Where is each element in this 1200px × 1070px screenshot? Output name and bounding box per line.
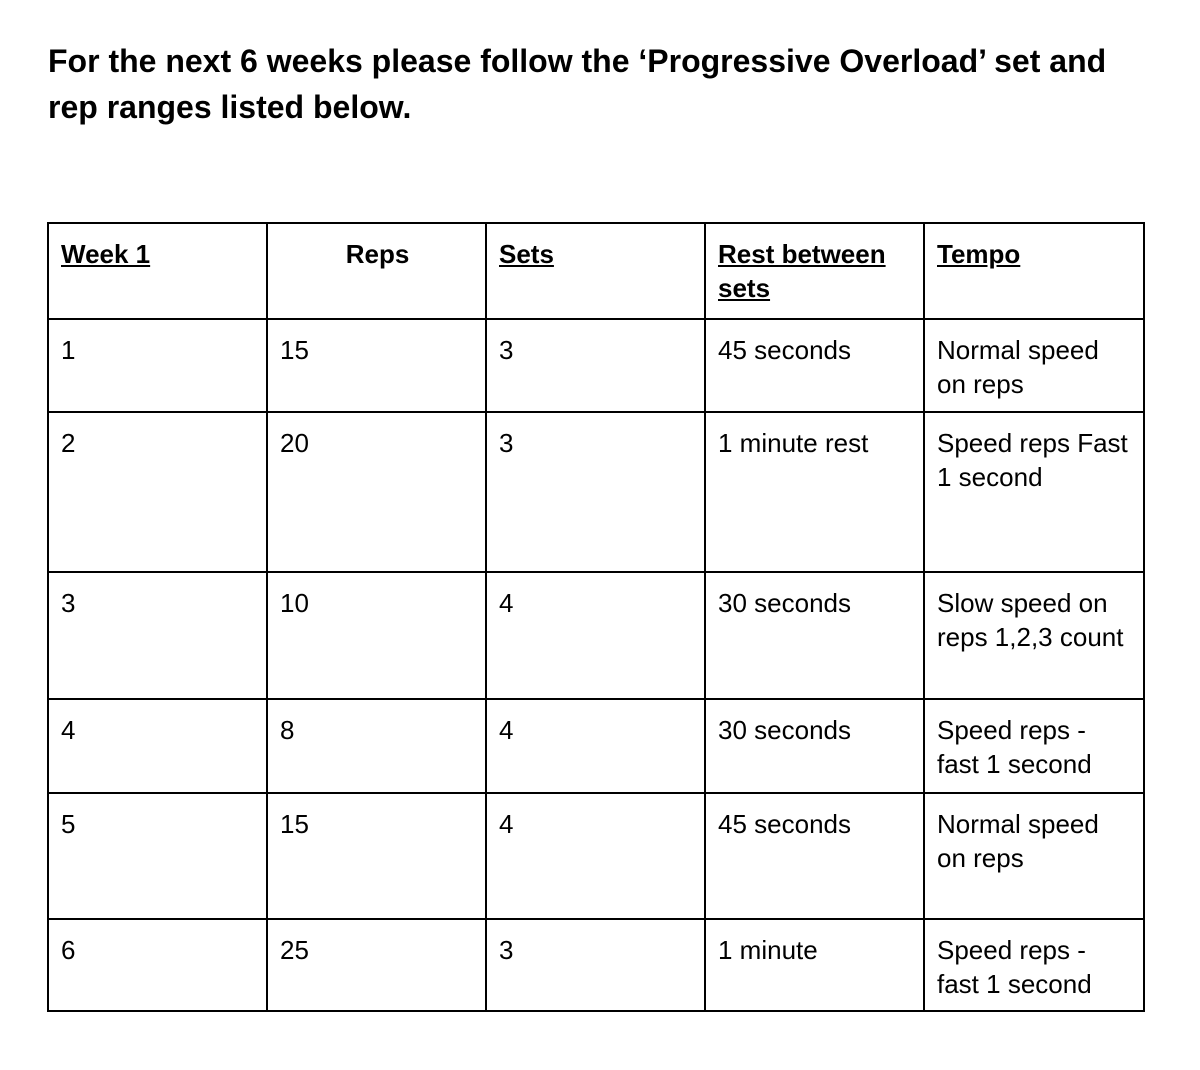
header-tempo: Tempo bbox=[924, 223, 1144, 319]
table-row bbox=[48, 793, 1144, 919]
cell-reps: 20 bbox=[267, 412, 486, 572]
cell-rest: 1 minute bbox=[705, 919, 924, 1011]
cell-tempo: Speed reps - fast 1 second bbox=[924, 699, 1144, 793]
cell-reps: 15 bbox=[267, 793, 486, 919]
header-rest: Rest between sets bbox=[705, 223, 924, 319]
cell-sets: 4 bbox=[486, 793, 705, 919]
cell-sets: 3 bbox=[486, 319, 705, 412]
table-row bbox=[48, 572, 1144, 699]
header-week: Week 1 bbox=[48, 223, 267, 319]
cell-reps: 25 bbox=[267, 919, 486, 1011]
table-header-row bbox=[48, 223, 1144, 319]
cell-week: 2 bbox=[48, 412, 267, 572]
header-sets: Sets bbox=[486, 223, 705, 319]
cell-sets: 3 bbox=[486, 919, 705, 1011]
document-heading: For the next 6 weeks please follow the ‘Progressive Overload’ set and rep ranges listed below. bbox=[48, 43, 1107, 125]
cell-week: 3 bbox=[48, 572, 267, 699]
cell-tempo: Speed reps Fast 1 second bbox=[924, 412, 1144, 572]
cell-reps: 15 bbox=[267, 319, 486, 412]
cell-week: 1 bbox=[48, 319, 267, 412]
cell-tempo: Normal speed on reps bbox=[924, 793, 1144, 919]
table-row bbox=[48, 412, 1144, 572]
cell-tempo: Speed reps - fast 1 second bbox=[924, 919, 1144, 1011]
cell-rest: 45 seconds bbox=[705, 319, 924, 412]
header-reps bbox=[267, 223, 486, 319]
cell-tempo: Normal speed on reps bbox=[924, 319, 1144, 412]
table-row bbox=[48, 919, 1144, 1011]
cell-reps: 10 bbox=[267, 572, 486, 699]
cell-sets: 4 bbox=[486, 699, 705, 793]
cell-sets: 3 bbox=[486, 412, 705, 572]
cell-week: 6 bbox=[48, 919, 267, 1011]
cell-rest: 30 seconds bbox=[705, 699, 924, 793]
cell-tempo: Slow speed on reps 1,2,3 count bbox=[924, 572, 1144, 699]
cell-rest: 45 seconds bbox=[705, 793, 924, 919]
table-row bbox=[48, 699, 1144, 793]
cell-sets: 4 bbox=[486, 572, 705, 699]
cell-week: 4 bbox=[48, 699, 267, 793]
cell-reps: 8 bbox=[267, 699, 486, 793]
table-row bbox=[48, 319, 1144, 412]
progressive-overload-table bbox=[47, 222, 1145, 1012]
cell-week: 5 bbox=[48, 793, 267, 919]
cell-rest: 30 seconds bbox=[705, 572, 924, 699]
cell-rest: 1 minute rest bbox=[705, 412, 924, 572]
header-reps-label: Reps bbox=[345, 239, 410, 269]
